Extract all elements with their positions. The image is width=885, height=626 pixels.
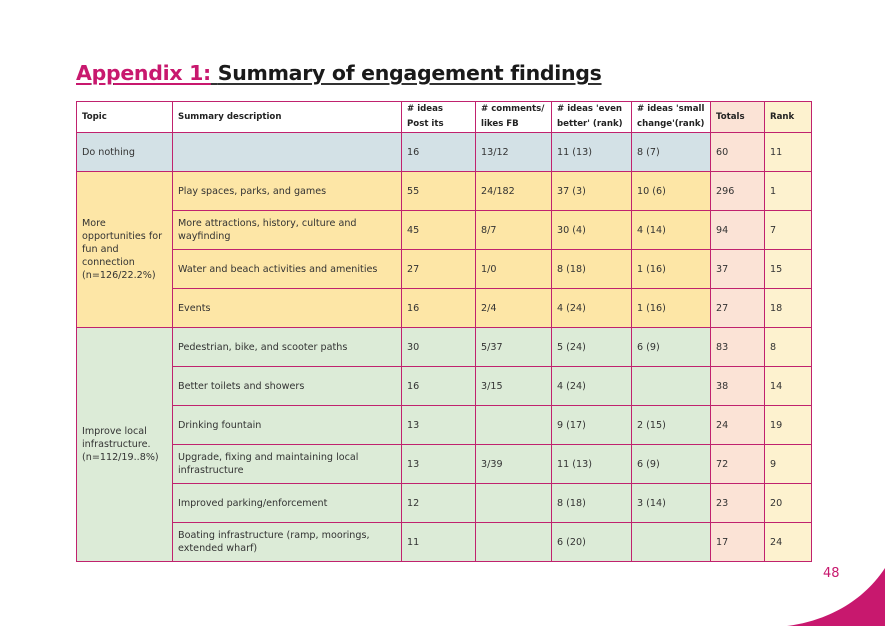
table-row [77,328,812,367]
small-change-cell: 2 (15) [632,406,711,445]
even-better-cell: 30 (4) [552,211,632,250]
header-ideas-line2: Post its [407,119,444,129]
summary-cell [173,133,402,172]
rank-cell: 20 [765,484,812,523]
summary-cell: Pedestrian, bike, and scooter paths [173,328,402,367]
small-change-cell: 1 (16) [632,250,711,289]
ideas-cell: 45 [402,211,476,250]
table-row [77,289,812,328]
rank-cell: 24 [765,523,812,562]
totals-cell: 60 [711,133,765,172]
totals-cell: 83 [711,328,765,367]
rank-cell: 7 [765,211,812,250]
even-better-cell: 4 (24) [552,289,632,328]
header-rank: Rank [765,102,812,133]
header-small-change-line2: change'(rank) [637,119,705,129]
even-better-cell: 9 (17) [552,406,632,445]
table-row [77,211,812,250]
summary-cell: Play spaces, parks, and games [173,172,402,211]
table-row [77,523,812,562]
summary-cell: Drinking fountain [173,406,402,445]
totals-cell: 17 [711,523,765,562]
header-row [77,102,812,133]
title-prefix: Appendix 1: [76,61,211,85]
comments-cell: 3/15 [476,367,552,406]
comments-cell: 3/39 [476,445,552,484]
even-better-cell: 6 (20) [552,523,632,562]
comments-cell: 8/7 [476,211,552,250]
summary-cell: Boating infrastructure (ramp, moorings, extended wharf) [173,523,402,562]
header-ideas [402,102,476,133]
comments-cell: 5/37 [476,328,552,367]
header-comments-line1: # comments/ [481,104,545,114]
page-number: 48 [823,566,840,581]
topic-cell: Do nothing [77,133,173,172]
header-summary: Summary description [173,102,402,133]
header-small-change-line1: # ideas 'small [637,104,705,114]
small-change-cell [632,367,711,406]
topic-cell-fun: More opportunities for fun and connection (n=126/22.2%) [77,172,173,328]
rank-cell: 14 [765,367,812,406]
totals-cell: 94 [711,211,765,250]
rank-cell: 1 [765,172,812,211]
ideas-cell: 30 [402,328,476,367]
comments-cell [476,406,552,445]
rank-cell: 11 [765,133,812,172]
table-row [77,250,812,289]
topic-cell-infra: Improve local infrastructure. (n=112/19..8%) [77,328,173,562]
small-change-cell: 1 (16) [632,289,711,328]
ideas-cell: 13 [402,445,476,484]
summary-cell: More attractions, history, culture and wayfinding [173,211,402,250]
comments-cell [476,484,552,523]
table-row [77,445,812,484]
totals-cell: 72 [711,445,765,484]
summary-cell: Better toilets and showers [173,367,402,406]
comments-cell: 24/182 [476,172,552,211]
totals-cell: 24 [711,406,765,445]
header-even-better-line2: better' (rank) [557,119,623,129]
rank-cell: 15 [765,250,812,289]
totals-cell: 37 [711,250,765,289]
rank-cell: 18 [765,289,812,328]
rank-cell: 9 [765,445,812,484]
ideas-cell: 27 [402,250,476,289]
rank-cell: 19 [765,406,812,445]
comments-cell: 13/12 [476,133,552,172]
comments-cell: 2/4 [476,289,552,328]
table-row [77,406,812,445]
header-small-change [632,102,711,133]
table-row [77,133,812,172]
ideas-cell: 16 [402,367,476,406]
header-totals: Totals [711,102,765,133]
findings-table [76,101,812,562]
even-better-cell: 4 (24) [552,367,632,406]
corner-wave-decoration [765,568,885,626]
table-row [77,172,812,211]
small-change-cell [632,523,711,562]
header-comments-line2: likes FB [481,119,519,129]
even-better-cell: 37 (3) [552,172,632,211]
ideas-cell: 11 [402,523,476,562]
summary-cell: Improved parking/enforcement [173,484,402,523]
small-change-cell: 6 (9) [632,328,711,367]
table-row [77,484,812,523]
totals-cell: 296 [711,172,765,211]
totals-cell: 38 [711,367,765,406]
small-change-cell: 4 (14) [632,211,711,250]
title-main: Summary of engagement findings [217,61,602,85]
ideas-cell: 16 [402,133,476,172]
even-better-cell: 8 (18) [552,484,632,523]
small-change-cell: 3 (14) [632,484,711,523]
totals-cell: 27 [711,289,765,328]
header-topic: Topic [77,102,173,133]
header-even-better-line1: # ideas 'even [557,104,623,114]
small-change-cell: 8 (7) [632,133,711,172]
table-row [77,367,812,406]
ideas-cell: 16 [402,289,476,328]
even-better-cell: 8 (18) [552,250,632,289]
comments-cell: 1/0 [476,250,552,289]
page-title [76,61,602,85]
small-change-cell: 6 (9) [632,445,711,484]
small-change-cell: 10 (6) [632,172,711,211]
ideas-cell: 12 [402,484,476,523]
header-even-better [552,102,632,133]
header-ideas-line1: # ideas [407,104,444,114]
comments-cell [476,523,552,562]
summary-cell: Events [173,289,402,328]
ideas-cell: 13 [402,406,476,445]
even-better-cell: 11 (13) [552,133,632,172]
even-better-cell: 5 (24) [552,328,632,367]
summary-cell: Upgrade, fixing and maintaining local infrastructure [173,445,402,484]
summary-cell: Water and beach activities and amenities [173,250,402,289]
even-better-cell: 11 (13) [552,445,632,484]
header-comments [476,102,552,133]
ideas-cell: 55 [402,172,476,211]
totals-cell: 23 [711,484,765,523]
rank-cell: 8 [765,328,812,367]
